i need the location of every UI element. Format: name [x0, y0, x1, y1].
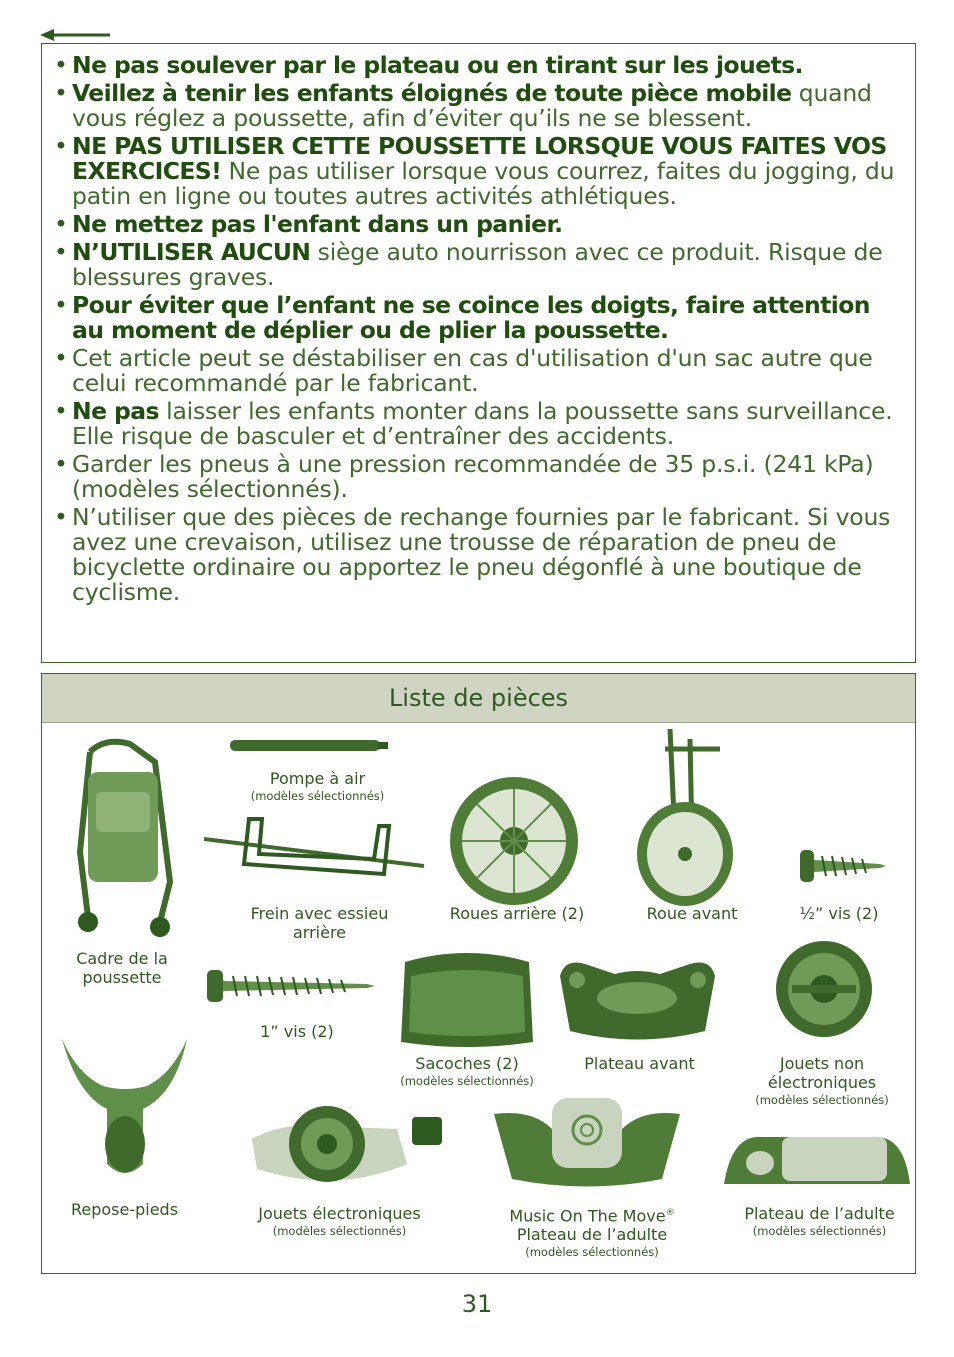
music-tray-line1: Music On The Move: [509, 1206, 666, 1226]
warning-text: laisser les enfants monter dans la poussette sans surveillance. Elle risque de basculer et d’entraîner des accidents.: [72, 397, 893, 450]
warning-bold: Ne pas: [72, 397, 159, 425]
part-front-tray: [567, 1054, 712, 1073]
part-bags: [382, 1054, 552, 1089]
part-note: (modèles sélectionnés): [752, 1224, 887, 1238]
part-note: (modèles sélectionnés): [525, 1245, 659, 1260]
part-screw-one: [242, 1022, 352, 1041]
non-electronic-toys-image: [772, 937, 877, 1042]
electronic-toys-image: [247, 1099, 447, 1199]
part-note: (modèles sélectionnés): [272, 1224, 407, 1238]
part-label: Repose-pieds: [70, 1200, 179, 1219]
warning-text: Garder les pneus à une pression recommandée de 35 p.s.i. (241 kPa) (modèles sélectionnés).: [72, 450, 874, 503]
part-rear-wheels: [437, 904, 597, 923]
part-pump: [230, 769, 405, 804]
parts-list-title: Liste de pièces: [42, 674, 915, 723]
part-label: Roue avant: [646, 904, 738, 923]
warning-text: Ne pas utiliser lorsque vous courrez, faites du jogging, du patin en ligne ou toutes autres activités athlétiques.: [72, 157, 895, 210]
warning-item: [54, 212, 907, 237]
rear-wheel-image: [442, 769, 587, 914]
warning-text: Cet article peut se déstabiliser en cas d'utilisation d'un sac autre que celui recommandé par le fabricant.: [72, 344, 873, 397]
warning-item: [54, 53, 907, 78]
footrest-image: [57, 1034, 192, 1184]
part-note: (modèles sélectionnés): [400, 1074, 534, 1088]
saddle-bags-image: [397, 952, 537, 1052]
warning-item: [54, 399, 907, 449]
part-brake: [242, 904, 397, 942]
warning-bold: Veillez à tenir les enfants éloignés de toute pièce mobile: [72, 79, 792, 107]
part-label: Roues arrière (2): [449, 904, 585, 923]
page-number: 31: [461, 1290, 493, 1318]
warning-text: N’utiliser que des pièces de rechange fournies par le fabricant. Si vous avez une crevaison, utilisez une trousse de réparation de pneu de bicyclette ordinaire ou apportez le pneu dégonflé à une boutique de cyclisme.: [72, 503, 891, 606]
warning-item: [54, 452, 907, 502]
part-label: Jouets électroniques: [258, 1204, 421, 1223]
part-non-electronic-toys: [742, 1054, 902, 1108]
warning-bold: Pour éviter que l’enfant ne se coince les doigts, faire attention au moment de déplier ou de plier la poussette.: [72, 291, 870, 344]
part-label: Frein avec essieu arrière: [250, 904, 389, 942]
part-label: [492, 1204, 692, 1225]
part-label: Jouets non électroniques: [767, 1054, 877, 1092]
stroller-frame-image: [60, 732, 190, 942]
warning-item: [54, 240, 907, 290]
one-inch-screw-image: [207, 967, 377, 1005]
warnings-box: [41, 43, 916, 663]
part-adult-tray: [732, 1204, 907, 1239]
warning-bold: Ne pas soulever par le plateau ou en tirant sur les jouets.: [72, 51, 803, 79]
part-label: Plateau de l’adulte: [516, 1225, 668, 1245]
back-arrow-icon: [40, 27, 112, 43]
warning-item: [54, 81, 907, 131]
part-label: ½” vis (2): [799, 904, 879, 923]
front-tray-image: [555, 956, 720, 1046]
part-label: Plateau de l’adulte: [744, 1204, 895, 1223]
front-wheel-image: [630, 729, 745, 909]
air-pump-image: [230, 736, 390, 756]
part-note: (modèles sélectionnés): [755, 1093, 889, 1107]
adult-tray-image: [722, 1129, 912, 1189]
part-frame: [57, 949, 187, 987]
warnings-list: [42, 44, 915, 605]
part-front-wheel: [627, 904, 757, 923]
music-adult-tray-image: [492, 1094, 682, 1194]
part-label: Plateau avant: [584, 1054, 695, 1073]
parts-list-box: [41, 673, 916, 1274]
part-label: 1” vis (2): [260, 1022, 334, 1041]
warning-text: quand vous réglez a poussette, afin d’éviter qu’ils ne se blessent.: [72, 79, 872, 132]
part-music-adult-tray: [492, 1204, 692, 1260]
warning-text: siège auto nourrisson avec ce produit. Risque de blessures graves.: [72, 238, 883, 291]
part-screw-half: [784, 904, 894, 923]
part-electronic-toys: [247, 1204, 432, 1239]
warning-bold: NE PAS UTILISER CETTE POUSSETTE LORSQUE VOUS FAITES VOS EXERCICES!: [72, 132, 887, 185]
warning-item: [54, 293, 907, 343]
part-label: Pompe à air: [269, 769, 366, 788]
brake-axle-image: [204, 814, 429, 884]
part-label: Cadre de la poussette: [76, 949, 168, 987]
warning-item: [54, 134, 907, 209]
half-inch-screw-image: [800, 846, 890, 886]
warning-bold: Ne mettez pas l'enfant dans un panier.: [72, 210, 563, 238]
warning-item: [54, 346, 907, 396]
part-note: (modèles sélectionnés): [250, 789, 385, 803]
registered-mark: ®: [665, 1208, 675, 1218]
warning-item: [54, 505, 907, 605]
part-label: Sacoches (2): [415, 1054, 519, 1073]
part-footrest: [57, 1200, 192, 1219]
warning-bold: N’UTILISER AUCUN: [72, 238, 311, 266]
